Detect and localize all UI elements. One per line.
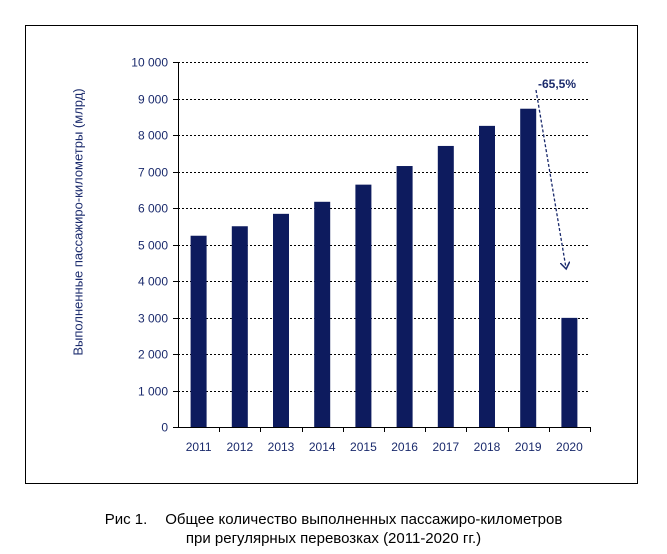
y-tick-label: 1 000 <box>137 384 168 399</box>
x-tick-label: 2011 <box>185 440 212 454</box>
y-tick-label: 7 000 <box>137 165 168 180</box>
decline-arrow <box>536 90 566 268</box>
x-tick-label: 2012 <box>226 440 254 454</box>
x-tick-label: 2015 <box>350 440 377 454</box>
bars <box>191 109 578 427</box>
decline-percent-label: -65,5% <box>538 77 577 91</box>
y-tick-label: 9 000 <box>137 92 168 107</box>
bar-2019 <box>520 109 536 427</box>
y-tick-labels <box>131 56 168 435</box>
y-tick-label: 6 000 <box>137 201 168 216</box>
y-tick-label: 0 <box>161 420 168 435</box>
bar-2014 <box>314 202 330 427</box>
caption-title: Общее количество выполненных пассажиро-километров <box>165 511 563 528</box>
x-tick-label: 2016 <box>391 440 418 454</box>
caption-number: Рис 1. <box>104 511 148 528</box>
y-tick-label: 8 000 <box>137 128 168 143</box>
y-tick-label: 5 000 <box>137 238 168 253</box>
x-tick-labels <box>186 440 583 454</box>
y-tick-label: 2 000 <box>137 347 168 362</box>
y-tick-label: 10 000 <box>131 55 168 70</box>
bar-2020 <box>561 318 577 427</box>
bar-2011 <box>191 236 207 427</box>
bar-2015 <box>355 185 371 427</box>
bar-2017 <box>438 146 454 427</box>
bar-2012 <box>232 226 248 427</box>
y-tick-label: 4 000 <box>137 274 168 289</box>
y-tick-label: 3 000 <box>137 311 168 326</box>
caption-line-1 <box>0 510 667 529</box>
x-tick-label: 2017 <box>432 440 460 454</box>
x-tick-label: 2019 <box>514 440 542 454</box>
y-axis-label: Выполненные пассажиро-километры (млрд) <box>70 88 86 356</box>
x-tick-label: 2020 <box>556 440 583 454</box>
x-tick-label: 2014 <box>308 440 336 454</box>
x-tick-label: 2013 <box>267 440 295 454</box>
bar-2016 <box>397 166 413 427</box>
bar-2013 <box>273 214 289 427</box>
figure-caption <box>0 510 667 548</box>
caption-line-2: при регулярных перевозках (2011-2020 гг.) <box>185 530 482 547</box>
x-tick-label: 2018 <box>473 440 501 454</box>
bar-2018 <box>479 126 495 427</box>
